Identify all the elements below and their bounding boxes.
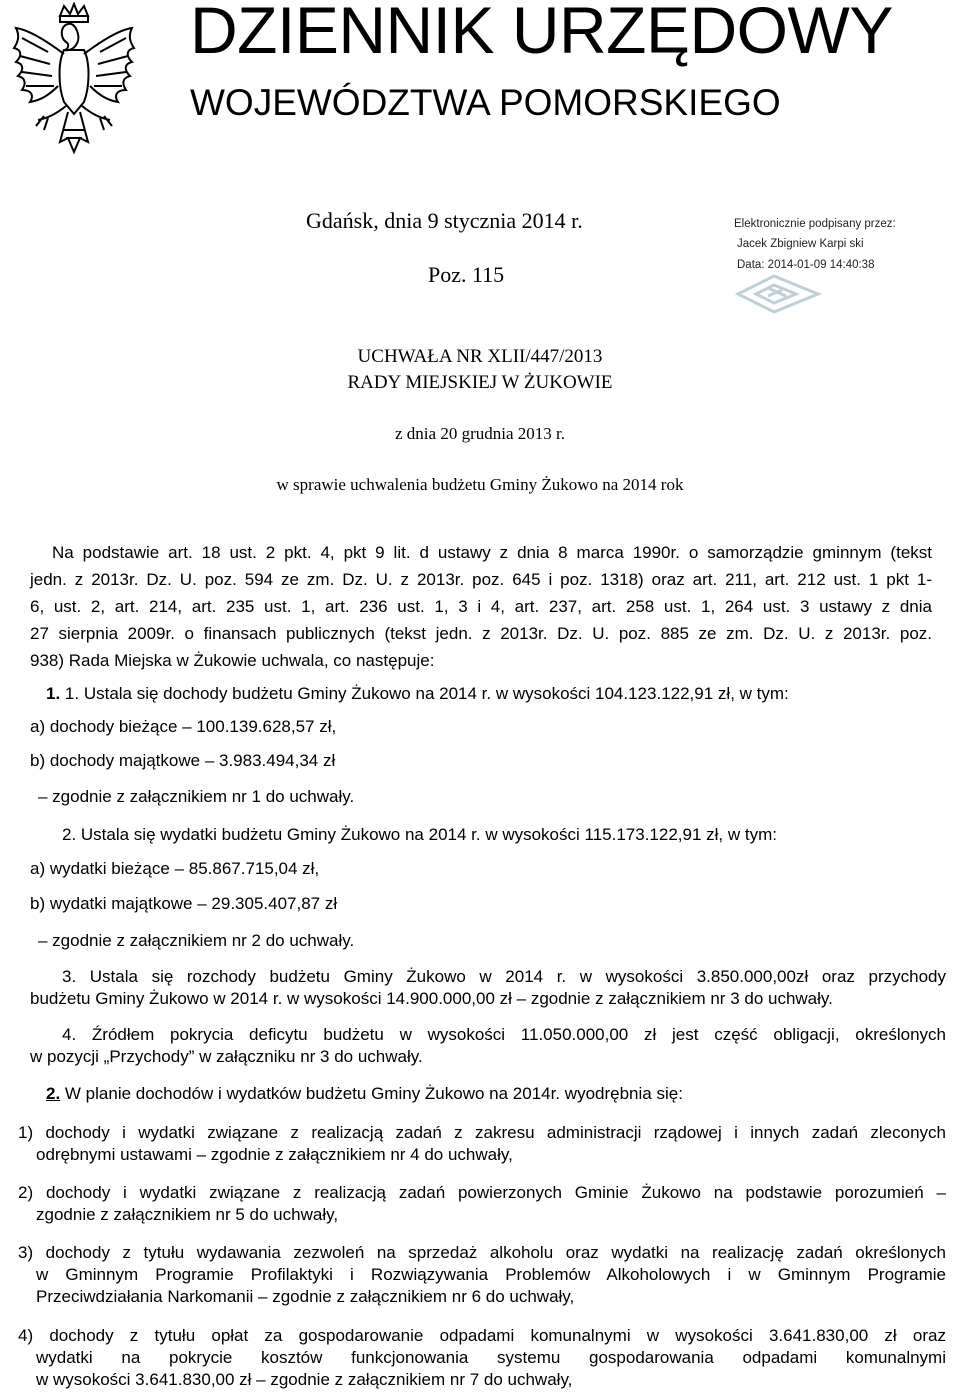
list-item: 3) dochody z tytułu wydawania zezwoleń na sprzedaż alkoholu oraz wydatki na realizację zadań określonych (18, 1243, 946, 1262)
section-1-item-1: 1. Ustala się dochody budżetu Gminy Żukowo na 2014 r. w wysokości 104.123.122,91 zł, w tym: (64, 684, 789, 703)
resolution-body: RADY MIEJSKIEJ W ŻUKOWIE (347, 372, 613, 393)
resolution-subject: w sprawie uchwalenia budżetu Gminy Żukowo na 2014 rok (276, 475, 684, 494)
section-1-item-4: 4. Źródłem pokrycia deficytu budżetu w wysokości 11.050.000,00 zł jest część obligacji, określonych (62, 1025, 946, 1044)
section-1-item-3: 3. Ustala się rozchody budżetu Gminy Żukowo w 2014 r. w wysokości 3.850.000,00zł oraz przychody (62, 967, 946, 986)
publication-date: Gdańsk, dnia 9 stycznia 2014 r. (306, 208, 583, 233)
section-number: 1. (46, 684, 61, 703)
position-number: Poz. 115 (428, 262, 505, 287)
section-1-line (30, 683, 789, 705)
section-mark (46, 1084, 60, 1103)
signature-caption: Elektronicznie podpisany przez: (734, 218, 896, 230)
section-1-item-2: 2. Ustala się wydatki budżetu Gminy Żukowo na 2014 r. w wysokości 115.173.122,91 zł, w tym: (62, 825, 777, 844)
journal-title: DZIENNIK URZĘDOWY (190, 0, 893, 67)
section-mark (46, 684, 60, 703)
section-1-item-1b: b) dochody majątkowe – 3.983.494,34 zł (30, 751, 336, 770)
resolution-date: z dnia 20 grudnia 2013 r. (395, 424, 565, 443)
section-1-item-3-cont: budżetu Gminy Żukowo w 2014 r. w wysokości 14.900.000,00 zł – zgodnie z załącznikiem nr 3 do uchwały. (30, 989, 833, 1008)
signature-date: Data: 2014-01-09 14:40:38 (737, 259, 875, 271)
list-item-cont: w wysokości 3.641.830,00 zł – zgodnie z załącznikiem nr 7 do uchwały, (36, 1370, 573, 1389)
list-item-cont: odrębnymi ustawami – zgodnie z załącznikiem nr 4 do uchwały, (36, 1145, 513, 1164)
section-1-item-4-cont: w pozycji „Przychody” w załączniku nr 3 do uchwały. (30, 1047, 423, 1066)
list-item: 4) dochody z tytułu opłat za gospodarowanie odpadami komunalnymi w wysokości 3.641.830,00 zł oraz (18, 1326, 946, 1345)
preamble-line: 27 sierpnia 2009r. o finansach publicznych (tekst jedn. z 2013r. Dz. U. poz. 885 ze zm. Dz. U. z 2013r. poz. (30, 624, 932, 643)
section-2-intro-text: W planie dochodów i wydatków budżetu Gminy Żukowo na 2014r. wyodrębnia się: (60, 1084, 683, 1103)
section-number: 2. (46, 1084, 61, 1103)
signer-name: Jacek Zbigniew Karpi ski (737, 238, 864, 250)
journal-subtitle: WOJEWÓDZTWA POMORSKIEGO (190, 82, 781, 123)
section-1-item-2c: – zgodnie z załącznikiem nr 2 do uchwały. (38, 931, 355, 950)
list-item: 1) dochody i wydatki związane z realizacją zadań z zakresu administracji rządowej i innych zadań zleconych (18, 1123, 946, 1142)
resolution-title: UCHWAŁA NR XLII/447/2013 (357, 346, 603, 367)
list-item-cont: Przeciwdziałania Narkomanii – zgodnie z załącznikiem nr 6 do uchwały, (36, 1287, 575, 1306)
section-2-intro (30, 1083, 683, 1105)
list-item: 2) dochody i wydatki związane z realizacją zadań powierzonych Gminie Żukowo na podstawie porozumień – (18, 1183, 946, 1202)
list-item-cont: zgodnie z załącznikiem nr 5 do uchwały, (36, 1205, 339, 1224)
list-item-cont: w Gminnym Programie Profilaktyki i Rozwiązywania Problemów Alkoholowych i w Gminnym Programie (36, 1265, 946, 1284)
list-item-cont: wydatki na pokrycie kosztów funkcjonowania systemu gospodarowania odpadami komunalnymi (36, 1348, 946, 1367)
section-1-item-1a: a) dochody bieżące – 100.139.628,57 zł, (30, 717, 337, 736)
section-1-item-2b: b) wydatki majątkowe – 29.305.407,87 zł (30, 894, 338, 913)
preamble-line: 6, ust. 2, art. 214, art. 235 ust. 1, art. 236 ust. 1, 3 i 4, art. 237, art. 258 ust. 1, 264 ust. 3 ustawy z dnia (30, 597, 932, 616)
signature-stamp-icon (734, 270, 824, 318)
preamble-line: 938) Rada Miejska w Żukowie uchwala, co następuje: (30, 651, 435, 670)
section-1-item-1c: – zgodnie z załącznikiem nr 1 do uchwały. (38, 787, 355, 806)
white-eagle-emblem-icon (8, 2, 140, 170)
preamble-line: Na podstawie art. 18 ust. 2 pkt. 4, pkt 9 lit. d ustawy z dnia 8 marca 1990r. o samorządzie gminnym (tekst (52, 543, 932, 562)
preamble-line: jedn. z 2013r. Dz. U. poz. 594 ze zm. Dz. U. z 2013r. poz. 645 i poz. 1318) oraz art. 211, art. 212 ust. 1 pkt 1- (30, 570, 932, 589)
section-1-item-2a: a) wydatki bieżące – 85.867.715,04 zł, (30, 859, 320, 878)
